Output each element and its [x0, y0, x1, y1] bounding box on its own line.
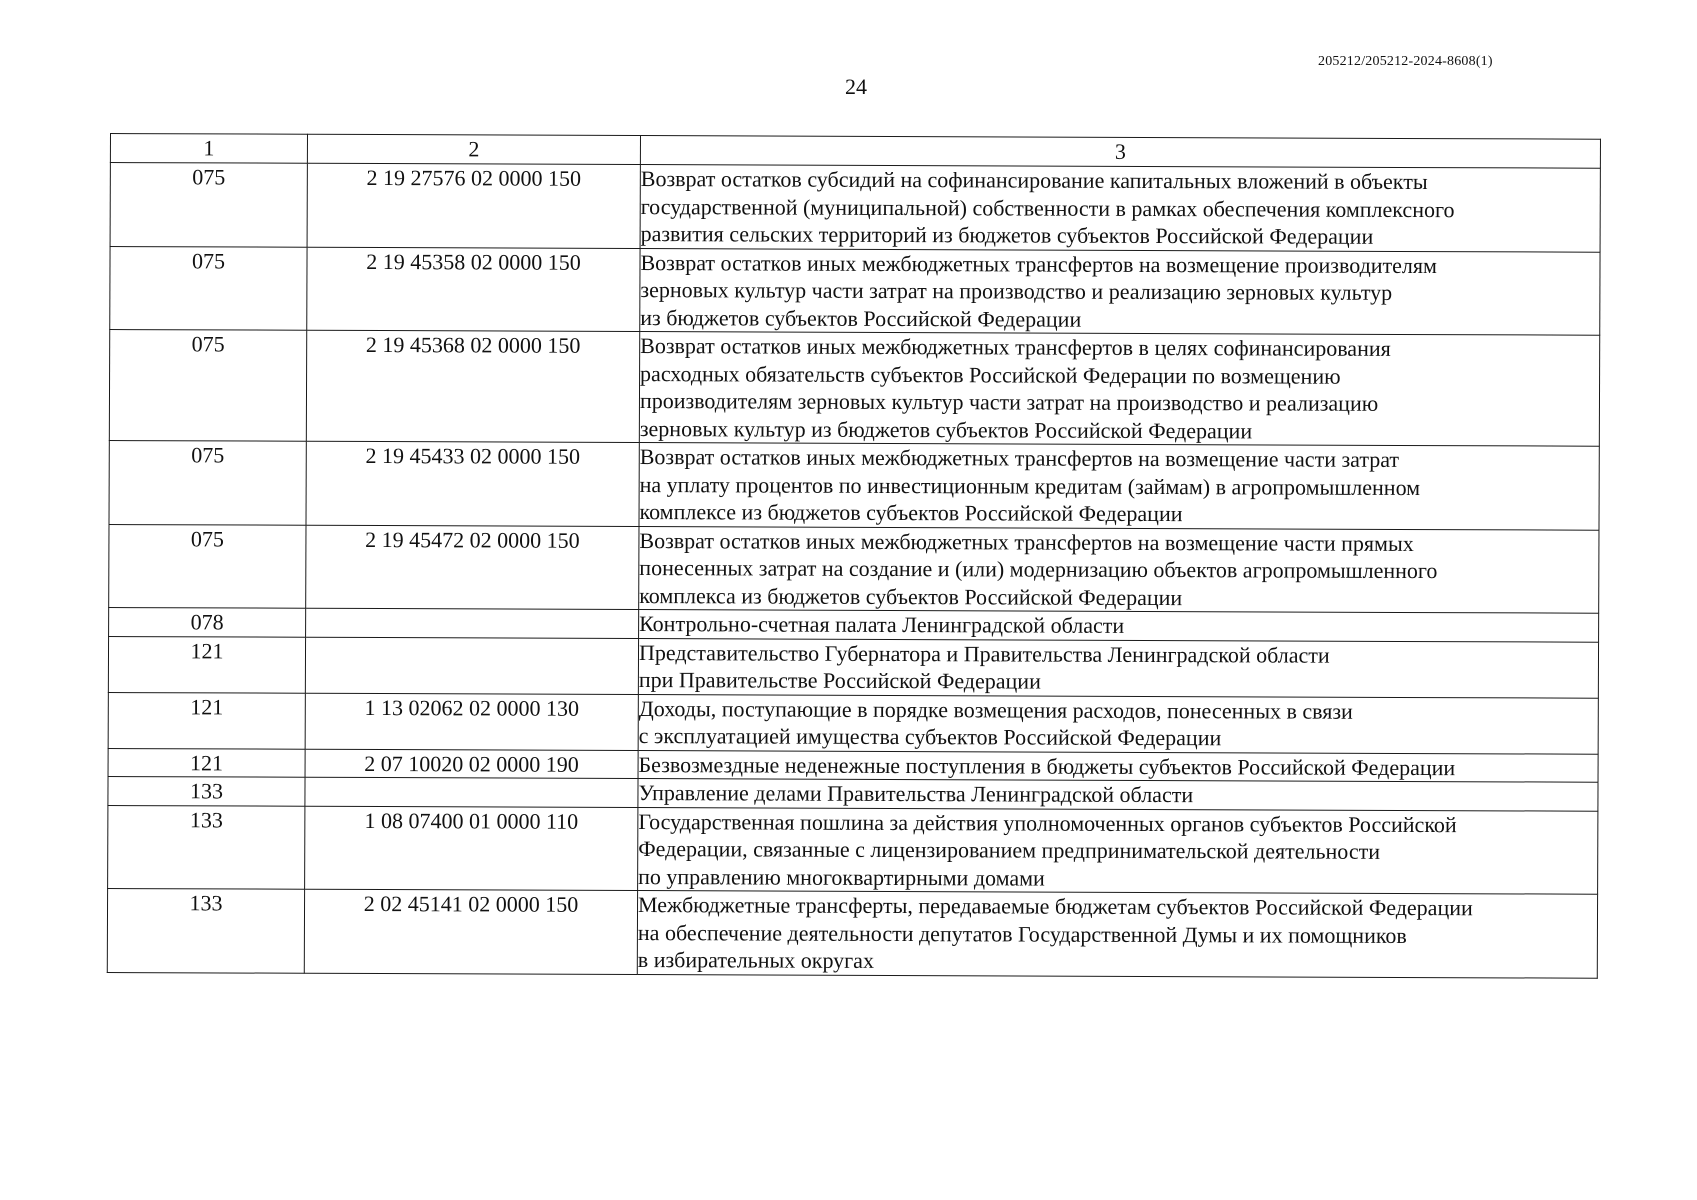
document-number: 205212/205212-2024-8608(1): [1318, 54, 1493, 69]
description-line: комплексе из бюджетов субъектов Российской Федерации: [639, 499, 1183, 527]
description-line: Безвозмездные неденежные поступления в бюджеты субъектов Российской Федерации: [638, 751, 1456, 780]
description-line: Возврат остатков субсидий на софинансирование капитальных вложений в объекты: [640, 166, 1428, 195]
description-cell: [638, 694, 1598, 754]
admin-code-cell: 121: [108, 748, 305, 777]
budget-classification-code-cell: 2 02 45141 02 0000 150: [304, 889, 637, 974]
description-cell: [637, 891, 1597, 978]
table-row: [109, 330, 1599, 447]
description-line: комплекса из бюджетов субъектов Российской Федерации: [639, 582, 1183, 610]
admin-code-cell: 121: [108, 636, 305, 693]
table-row: [107, 888, 1597, 977]
description-cell: [638, 750, 1598, 782]
table-body: [107, 163, 1600, 978]
budget-classification-code-cell: 2 19 45472 02 0000 150: [306, 525, 639, 610]
description-line: Представительство Губернатора и Правительства Ленинградской области: [638, 639, 1330, 668]
admin-code-cell: 078: [109, 607, 306, 636]
budget-codes-table: [107, 133, 1601, 978]
description-cell: [640, 248, 1600, 335]
budget-classification-code-cell: [305, 637, 638, 694]
description-line: расходных обязательств субъектов Российской Федерации по возмещению: [640, 360, 1341, 389]
description-line: Возврат остатков иных межбюджетных трансфертов на возмещение части прямых: [639, 527, 1414, 556]
table-row: [110, 163, 1600, 252]
budget-classification-code-cell: [306, 608, 639, 638]
description-cell: [640, 165, 1600, 252]
description-line: на уплату процентов по инвестиционным кредитам (займам) в агропромышленном: [639, 471, 1421, 500]
admin-code-cell: 075: [110, 163, 307, 247]
column-header-1: 1: [110, 134, 307, 164]
table-row: [110, 246, 1600, 335]
description-line: Возврат остатков иных межбюджетных трансфертов на возмещение производителям: [640, 249, 1438, 278]
page-number: 24: [845, 74, 867, 99]
description-cell: [639, 526, 1599, 613]
description-line: понесенных затрат на создание и (или) модернизацию объектов агропромышленного: [639, 555, 1438, 584]
description-line: Межбюджетные трансферты, передаваемые бюджетам субъектов Российской Федерации: [637, 892, 1473, 921]
budget-classification-code-cell: 1 08 07400 01 0000 110: [305, 806, 638, 891]
admin-code-cell: 075: [109, 524, 306, 608]
admin-code-cell: 121: [108, 692, 305, 749]
description-line: зерновых культур части затрат на производство и реализацию зерновых культур: [640, 277, 1393, 305]
budget-classification-code-cell: [305, 777, 638, 807]
admin-code-cell: 133: [108, 805, 305, 889]
admin-code-cell: 133: [107, 888, 304, 972]
column-header-3: 3: [640, 136, 1600, 169]
admin-code-cell: 133: [108, 776, 305, 805]
description-line: из бюджетов субъектов Российской Федерации: [640, 304, 1082, 332]
description-line: Контрольно-счетная палата Ленинградской области: [639, 611, 1125, 638]
description-line: государственной (муниципальной) собственности в рамках обеспечения комплексного: [640, 193, 1455, 222]
description-line: в избирательных округах: [637, 947, 875, 973]
description-cell: [638, 638, 1598, 698]
description-line: Государственная пошлина за действия уполномоченных органов субъектов Российской: [638, 808, 1457, 837]
description-cell: [638, 807, 1598, 894]
table-row: [109, 524, 1599, 613]
description-line: при Правительстве Российской Федерации: [638, 667, 1041, 694]
description-line: на обеспечение деятельности депутатов Государственной Думы и их помощников: [637, 919, 1407, 948]
column-header-2: 2: [307, 134, 640, 164]
description-cell: [638, 779, 1598, 811]
description-line: зерновых культур из бюджетов субъектов Российской Федерации: [639, 415, 1253, 443]
description-line: с эксплуатацией имущества субъектов Российской Федерации: [638, 723, 1222, 751]
description-line: Возврат остатков иных межбюджетных трансфертов в целях софинансирования: [640, 333, 1391, 361]
table-row: [108, 805, 1598, 894]
description-cell: [639, 610, 1599, 642]
admin-code-cell: 075: [109, 440, 306, 524]
budget-classification-code-cell: 2 19 45368 02 0000 150: [306, 330, 639, 442]
description-cell: [639, 443, 1599, 530]
budget-classification-code-cell: 2 19 45358 02 0000 150: [307, 247, 640, 332]
table-row: [108, 636, 1598, 698]
budget-classification-code-cell: 2 19 27576 02 0000 150: [307, 163, 640, 248]
budget-classification-code-cell: 2 19 45433 02 0000 150: [306, 441, 639, 526]
admin-code-cell: 075: [110, 246, 307, 330]
description-line: Возврат остатков иных межбюджетных трансфертов на возмещение части затрат: [639, 444, 1400, 472]
description-line: по управлению многоквартирными домами: [638, 863, 1045, 891]
budget-classification-code-cell: 1 13 02062 02 0000 130: [305, 693, 638, 750]
description-line: производителям зерновых культур части затрат на производство и реализацию: [639, 388, 1379, 416]
admin-code-cell: 075: [109, 330, 306, 442]
table-row: [109, 440, 1599, 529]
description-line: развития сельских территорий из бюджетов субъектов Российской Федерации: [640, 221, 1374, 249]
description-line: Управление делами Правительства Ленинградской области: [638, 780, 1194, 808]
description-line: Доходы, поступающие в порядке возмещения расходов, понесенных в связи: [638, 695, 1353, 724]
budget-classification-code-cell: 2 07 10020 02 0000 190: [305, 749, 638, 779]
table-row: [108, 692, 1598, 754]
description-line: Федерации, связанные с лицензированием предпринимательской деятельности: [638, 836, 1381, 864]
description-cell: [639, 332, 1599, 447]
